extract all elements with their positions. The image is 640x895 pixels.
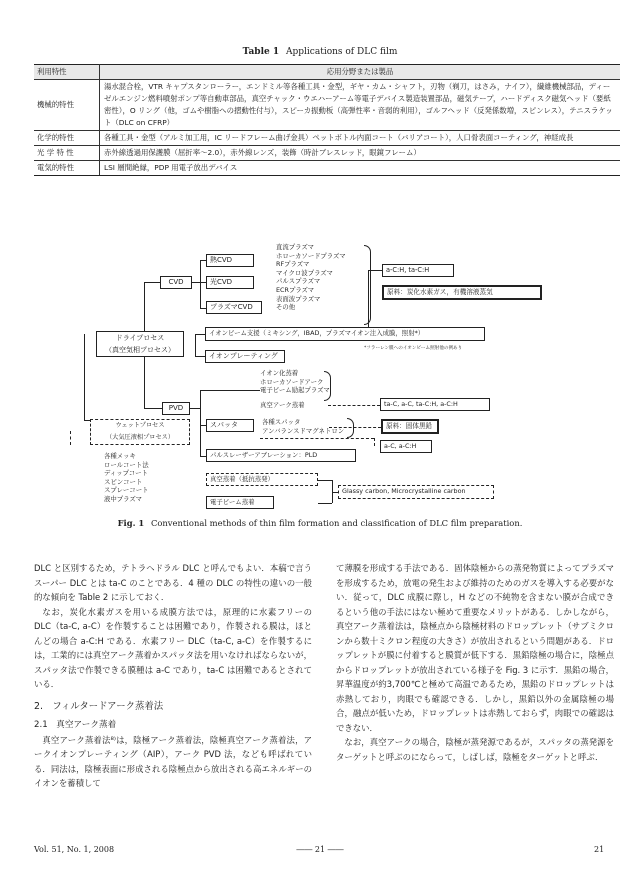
connector-line	[200, 390, 260, 391]
ion-plating-box: イオンプレーティング	[205, 350, 285, 363]
plasma-cvd-box: プラズマCVD	[206, 301, 262, 314]
plasma-type-list	[276, 243, 346, 312]
header-category: 利用特性	[34, 65, 100, 80]
dashed-connector	[328, 405, 380, 406]
connector-line	[200, 390, 201, 456]
list-item: RFプラズマ	[276, 260, 310, 269]
sputter-list	[262, 418, 344, 435]
left-column	[34, 561, 312, 791]
pvd-box: PVD	[162, 402, 190, 415]
dashed-connector	[260, 438, 374, 439]
sputter-box: スパッタ	[206, 419, 254, 432]
wet-process-box	[90, 419, 190, 445]
table-row	[34, 146, 620, 161]
right-column	[336, 561, 614, 764]
table-caption-text: Applications of DLC film	[286, 47, 398, 57]
connector-line	[195, 334, 205, 335]
vacuum-arc-label: 真空アーク蒸着	[260, 401, 305, 409]
figure-caption-label: Fig. 1	[117, 518, 145, 528]
list-item: 各種スパッタ	[262, 418, 301, 426]
row-text: LSI 層間絶縁，PDP 用電子放出デバイス	[100, 161, 621, 176]
ion-beam-assist-box: イオンビーム支援（ミキシング，IBAD，プラズマイオン注入成膜，照射*）	[205, 327, 485, 341]
connector-line	[190, 408, 200, 409]
brace	[347, 418, 354, 438]
connector-line	[200, 260, 201, 308]
paragraph: て薄膜を形成する手法である．固体陰極からの蒸発物質によってプラズマを形成するため，放電の発生および維持のためのガスを導入する必要がない．従って，DLC 成膜に際し，H などの不純物を含まない膜が合成できるという他の手法にはない極めて重要なメリットがある．しかしながら，真空アーク蒸着法は，陰極点から陰極材料のドロップレット（サブミクロンから数十ミクロン程度の大きさ）が放出されるという問題がある．ドロップレットが膜に付着すると膜質が低下する．黒鉛陰極の場合に，陰極点からドロップレットが放出されている様子を Fig. 3 に示す．黒鉛の場合，昇華温度が約3,700℃と極めて高温であるため，黒鉛のドロップレットは赤熱しており，肉眼でも確認できる．しかし，黒鉛以外の金属陰極の場合，融点が低いため，ドロップレットは赤熱しておらず，肉眼での確認はできない．	[336, 563, 614, 733]
row-text: 湯水混合栓，VTR キャプスタンローラー，エンドミル等各種工具・金型，ギヤ・カム・シャフト，刃物（剃刀，はさみ，ナイフ），繊維機械部品，ディーゼルエンジン燃料噴射ポンプ等自動車部品，真空チャック・ウエハーアーム等電子デバイス製造装置部品，磁気テープ，ハードディスク磁気ヘッド（要紙密性），O リング（他，ゴムや樹脂への摺動性付与），スピーカ振動板（高弾性率・音弱的利用），ゴルフヘッド（反発係数増，スピンレス），テニスラケット（DLC on CFRP）	[100, 80, 621, 131]
cvd-source-box: 原料：炭化水素ガス，有機溶液蒸気	[382, 285, 542, 300]
row-text: 赤外線透過用保護膜（屈折率～2.0），赤外線レンズ，装飾（時計ブレスレッド，眼鏡フレーム）	[100, 146, 621, 161]
list-item: マイクロ波プラズマ	[276, 268, 333, 277]
list-item: ECRプラズマ	[276, 285, 315, 294]
cvd-box: CVD	[160, 276, 192, 289]
row-category: 光 学 特 性	[34, 146, 100, 161]
row-category: 化学的特性	[34, 131, 100, 146]
footer-page-center: ―― 21 ――	[296, 845, 344, 854]
list-item: ホローカソードアーク	[260, 377, 324, 386]
list-item: ロールコート法	[104, 460, 149, 469]
table-row	[34, 161, 620, 176]
connector-line	[195, 334, 196, 356]
pld-box: パルスレーザーアブレーション：PLD	[206, 449, 356, 462]
list-item: 液中プラズマ	[104, 494, 143, 503]
list-item: スピンコート	[104, 477, 143, 486]
dry-process-label: ドライプロセス	[115, 334, 165, 342]
resistive-evaporation-box: 真空蒸着（抵抗蒸発）	[206, 473, 318, 486]
table-caption	[0, 47, 640, 57]
wet-process-label: ウェットプロセス	[115, 422, 165, 429]
connector-line	[144, 282, 160, 283]
list-item: 各種メッキ	[104, 452, 136, 460]
figure-caption	[0, 518, 640, 528]
dry-process-sublabel: （真空気相プロセス）	[105, 346, 175, 354]
paragraph: なお，真空アークの場合，陰極が蒸発源であるが，スパッタの蒸発源をターゲットと呼ぶのにならって，しばしば，陰極をターゲットと呼ぶ．	[336, 737, 614, 762]
list-item: スプレーコート	[104, 486, 149, 495]
footer-page-number: 21	[594, 845, 605, 854]
dashed-connector	[70, 431, 71, 445]
table-row	[34, 80, 620, 131]
wet-result-box: a-C, a-C:H	[380, 440, 432, 453]
row-category: 電気的特性	[34, 161, 100, 176]
paragraph: 真空アーク蒸着法⁸⁾は，陰極アーク蒸着法，陰極真空アーク蒸着法，アークイオンプレーティング（AIP），アーク PVD 法，なども呼ばれている．同法は，陰極表面に形成される陰極点から放出される高エネルギーのイオンを蓄積して	[34, 734, 312, 788]
cvd-result-box: a-C:H, ta-C:H	[382, 264, 454, 277]
table-header-row	[34, 65, 620, 80]
connector-line	[84, 334, 85, 420]
list-item: パルスプラズマ	[276, 277, 321, 286]
connector-line	[144, 408, 162, 409]
row-text: 各種工具・金型（アルミ加工用，IC リードフレーム曲げ金具）ペットボトル内面コート（バリアコート），人口骨表面コーティング，神経成長	[100, 131, 621, 146]
paragraph: なお，炭化水素ガスを用いる成膜方法では，原理的に水素フリーの DLC（ta-C, a-C）を作製することは困難であり，作製される膜は，ほとんどの場合 a-C:H である．水素フリー DLC（ta-C, a-C）を作製するには，工業的には真空アーク蒸着かスパッタ法を用いなければならないが，スパッタ法で作製できる膜種は a-C であり，ta-C は困難であるとされている．	[34, 606, 312, 689]
dry-process-box	[96, 331, 184, 357]
ebeam-evaporation-box: 電子ビーム蒸着	[206, 496, 274, 509]
dashed-connector	[374, 438, 375, 446]
table-caption-label: Table 1	[242, 47, 280, 57]
pvd-source-box: 原料：固体黒鉛	[381, 419, 439, 434]
figure-caption-text: Conventional methods of thin film formation and classification of DLC film preparation.	[150, 518, 523, 528]
list-item: ホローカソードプラズマ	[276, 251, 346, 260]
row-category: 機械的特性	[34, 80, 100, 131]
list-item: ディップコート	[104, 469, 148, 478]
photo-cvd-box: 光CVD	[206, 276, 254, 289]
thermal-cvd-box: 熱CVD	[206, 254, 254, 267]
connector-line	[318, 503, 332, 504]
list-item: 電子ビーム励起プラズマ	[260, 386, 330, 395]
list-item: その他	[276, 303, 296, 312]
ion-plating-list	[260, 369, 330, 395]
applications-table	[34, 64, 620, 176]
list-item: アンバランスドマグネトロン	[262, 426, 345, 435]
list-item: 表面波プラズマ	[276, 294, 321, 303]
subsection-heading: 2.1 真空アーク蒸着	[34, 720, 117, 730]
list-item: 直流プラズマ	[276, 243, 315, 251]
wet-process-sublabel: （大気圧液相プロセス）	[105, 434, 175, 441]
connector-line	[318, 480, 332, 481]
section-heading: 2. フィルタードアーク蒸着法	[34, 700, 164, 712]
wet-method-list	[104, 452, 149, 504]
table-row	[34, 131, 620, 146]
list-item: イオン化蒸着	[260, 369, 299, 377]
ion-beam-footnote: *フラーレン膜へのイオンビーム照射他の例あり	[364, 346, 463, 351]
pvd-result-box: ta-C, a-C, ta-C:H, a-C:H	[380, 398, 490, 411]
paragraph: DLC と区別するため，テトラヘドラル DLC と呼んでもよい．本稿で言うスーパー DLC とは ta-C のことである．4 種の DLC の特性の違いの一般的な傾向を Table 2 に示しておく．	[34, 563, 312, 602]
connector-line	[195, 356, 205, 357]
connector-line	[192, 282, 200, 283]
header-products: 応用分野または製品	[100, 65, 621, 80]
footer-volume: Vol. 51, No. 1, 2008	[34, 845, 115, 854]
evaporation-result-box: Glassy carbon, Microcrystalline carbon	[338, 485, 494, 499]
brace	[364, 245, 371, 325]
